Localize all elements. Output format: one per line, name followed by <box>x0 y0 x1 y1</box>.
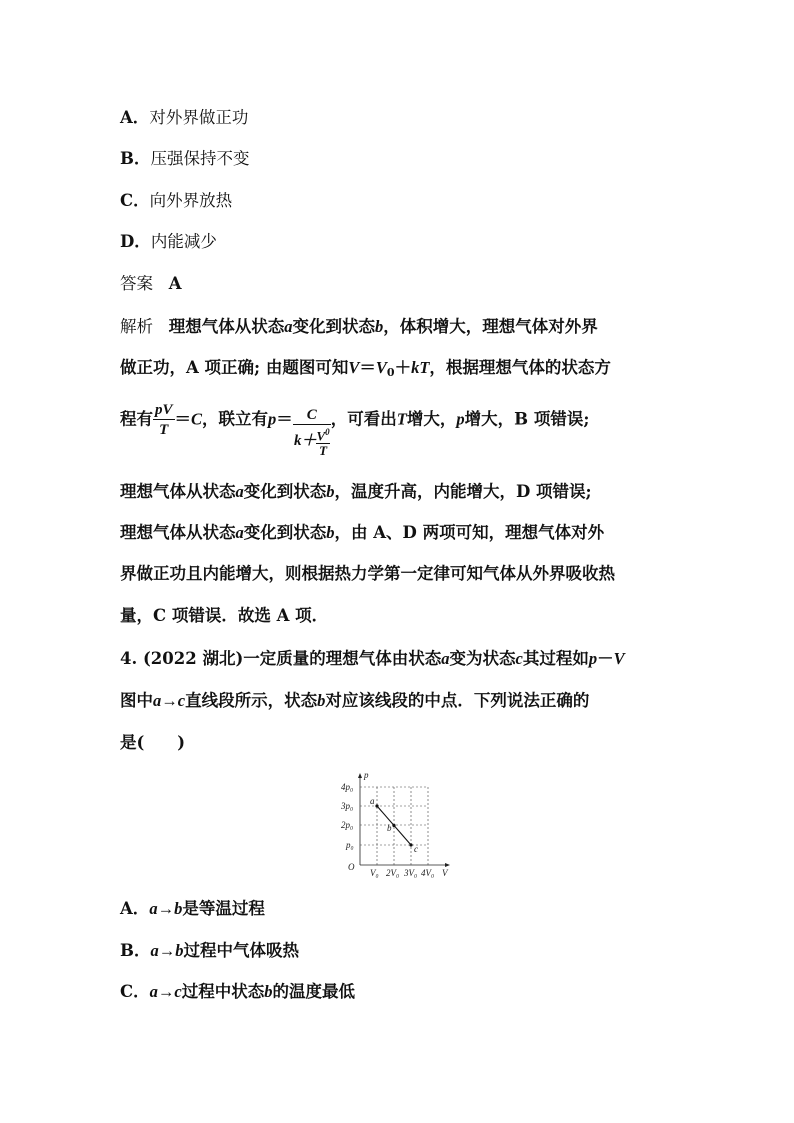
analysis-line-4 <box>120 480 680 504</box>
numerator: C <box>293 406 331 425</box>
option-text: 向外界放热 <box>149 191 233 210</box>
text: 程有 <box>120 409 153 429</box>
text: 4. (2022 湖北)一定质量的理想气体由状态 <box>120 649 442 668</box>
text: ，体积增大，理想气体对外界 <box>383 317 598 336</box>
option-letter: B． <box>120 941 151 960</box>
var: a <box>235 482 244 501</box>
x-axis-label: V <box>442 868 448 878</box>
option-expr: a→b <box>150 941 184 960</box>
var: V <box>613 649 625 668</box>
option-text-2: 的温度最低 <box>272 982 355 1001</box>
var: a <box>235 523 244 542</box>
var: C <box>191 409 203 429</box>
option-letter: D． <box>120 232 151 251</box>
q4-option-a <box>120 897 680 921</box>
var: T <box>396 409 407 429</box>
y-tick-4p0: 4p₀ <box>341 782 354 792</box>
var: b <box>326 482 335 501</box>
text: 做正功，A 项正确; 由题图可知 <box>120 358 349 377</box>
text: 图中 <box>120 691 153 710</box>
var: p <box>456 409 465 429</box>
var: p <box>268 409 277 429</box>
q4-option-c <box>120 980 680 1004</box>
option-letter: A． <box>120 899 150 918</box>
var: V <box>375 358 387 377</box>
option-text: 压强保持不变 <box>150 149 250 168</box>
var: a→c <box>153 691 186 710</box>
text: 增大， <box>406 409 457 429</box>
text: ，根据理想气体的状态方 <box>429 358 611 377</box>
y-axis-arrow <box>358 773 362 778</box>
question-4-line-2 <box>120 689 680 713</box>
text: 直线段所示，状态 <box>185 691 318 710</box>
analysis-line-6: 界做正功且内能增大，则根据热力学第一定律可知气体从外界吸收热 <box>120 564 615 583</box>
text: ＝ <box>174 409 192 429</box>
inner-denominator: T <box>319 443 328 459</box>
point-c-dot <box>409 843 412 846</box>
numerator: pV <box>155 401 173 418</box>
text: ，可看出 <box>330 409 397 429</box>
option-expr-2: b <box>264 982 273 1001</box>
text: 对应该线段的中点．下列说法正确的 <box>325 691 590 710</box>
text: 增大，B 项错误; <box>464 409 590 429</box>
point-b-dot <box>392 824 395 827</box>
x-tick-2v0: 2V₀ <box>386 868 400 878</box>
q4-option-b <box>120 939 680 963</box>
text: 变化到状态 <box>243 523 327 542</box>
x-axis-arrow <box>445 863 450 867</box>
option-d <box>120 230 680 254</box>
fraction-c-over-k <box>293 406 331 458</box>
answer-line <box>120 272 680 296</box>
text: k＋ <box>293 433 317 450</box>
text: 变化到状态 <box>243 482 327 501</box>
option-text: 是等温过程 <box>182 899 265 918</box>
option-expr: a→b <box>149 899 183 918</box>
inner-numerator <box>316 425 329 444</box>
text: ＋ <box>394 358 412 377</box>
question-4-line-3: 是( ) <box>120 733 186 752</box>
denominator: T <box>159 421 169 438</box>
analysis-line-1 <box>120 315 680 339</box>
text: ，由 A、D 两项可知，理想气体对外 <box>334 523 605 542</box>
option-text: 内能减少 <box>150 232 217 251</box>
text: － <box>597 649 614 668</box>
text: 理想气体从状态 <box>120 523 236 542</box>
point-c-label: c <box>414 844 418 854</box>
option-letter: A． <box>120 108 150 127</box>
superscript: 0 <box>325 427 330 437</box>
y-tick-p0: p₀ <box>346 840 354 850</box>
fraction-pv-over-t <box>153 401 175 440</box>
var: b <box>375 317 384 336</box>
answer-label: 答案 <box>120 274 153 293</box>
var: V <box>348 358 360 377</box>
subscript: 0 <box>386 366 395 379</box>
question-4-line-1 <box>120 647 680 671</box>
var: kT <box>411 358 430 377</box>
origin-label: O <box>348 862 355 872</box>
option-letter: C． <box>120 982 150 1001</box>
y-axis-label: p <box>364 770 369 780</box>
var: b <box>317 691 326 710</box>
option-a <box>120 106 680 130</box>
option-text: 对外界做正功 <box>149 108 249 127</box>
point-b-label: b <box>387 823 392 833</box>
inner-fraction <box>316 425 329 458</box>
text: 变为状态 <box>449 649 516 668</box>
pv-diagram <box>330 770 460 880</box>
text: 理想气体从状态 <box>120 482 236 501</box>
option-text: 过程中气体吸热 <box>183 941 299 960</box>
var: a <box>284 317 293 336</box>
text: 其过程如 <box>522 649 589 668</box>
analysis-line-3 <box>120 394 680 459</box>
analysis-line-5 <box>120 521 680 545</box>
var: V <box>316 428 326 444</box>
x-tick-4v0: 4V₀ <box>421 868 435 878</box>
var: a <box>441 649 450 668</box>
answer-value: A <box>168 274 182 293</box>
text: 变化到状态 <box>292 317 375 336</box>
point-a-label: a <box>370 796 375 806</box>
option-b <box>120 147 680 171</box>
text: ＝ <box>276 409 293 429</box>
text: 理想气体从状态 <box>168 317 285 336</box>
y-tick-2p0: 2p₀ <box>341 820 354 830</box>
x-tick-v0: V₀ <box>370 868 379 878</box>
option-c <box>120 189 680 213</box>
option-text: 过程中状态 <box>181 982 265 1001</box>
text: ，温度升高，内能增大，D 项错误; <box>334 482 592 501</box>
option-letter: C． <box>120 191 150 210</box>
option-expr: a→c <box>149 982 182 1001</box>
denominator <box>293 425 331 458</box>
y-tick-3p0: 3p₀ <box>341 801 354 811</box>
option-letter: B． <box>120 149 151 168</box>
var: b <box>326 523 335 542</box>
text: ＝ <box>359 358 376 377</box>
x-tick-3v0: 3V₀ <box>404 868 418 878</box>
analysis-line-2 <box>120 356 680 385</box>
analysis-label: 解析 <box>120 317 153 336</box>
point-a-dot <box>375 804 378 807</box>
var: c <box>515 649 523 668</box>
text: ，联立有 <box>202 409 269 429</box>
analysis-line-7: 量，C 项错误．故选 A 项． <box>120 606 329 625</box>
var: p <box>588 649 598 668</box>
